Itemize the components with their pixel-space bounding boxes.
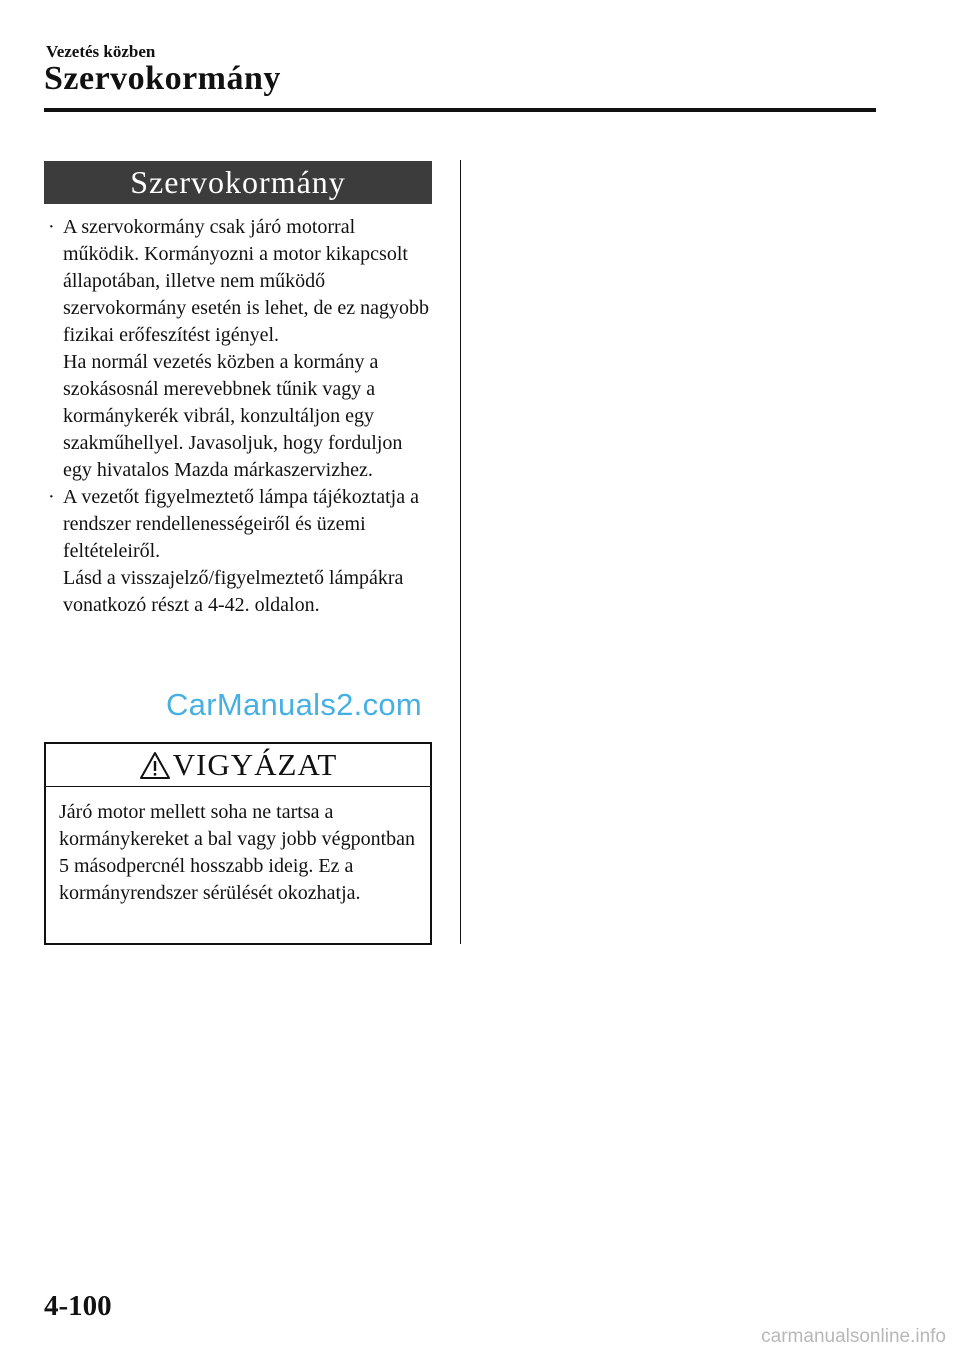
bullet-paragraph: A szervokormány csak járó motorral működik. Kormányozni a motor kikapcsolt állapotában, illetve nem működő szervokormány esetén is lehet, de ez nagyobb fizikai erőfeszítést igényel. bbox=[63, 216, 429, 346]
caution-title: VIGYÁZAT bbox=[172, 747, 338, 782]
caution-header bbox=[46, 744, 430, 787]
bullet-mark: · bbox=[48, 486, 55, 508]
bullet-list bbox=[44, 214, 432, 619]
bullet-item-power-steering bbox=[44, 214, 432, 484]
page-section-title: Szervokormány bbox=[44, 60, 281, 97]
caution-text: Járó motor mellett soha ne tartsa a kormánykereket a bal vagy jobb végpontban 5 másodpercnél hosszabb ideig. Ez a kormányrendszer sérülését okozhatja. bbox=[59, 801, 415, 904]
page-number: 4-100 bbox=[44, 1290, 112, 1322]
footer-site-link[interactable]: carmanualsonline.info bbox=[761, 1326, 946, 1347]
watermark-text: CarManuals2.com bbox=[166, 687, 423, 722]
section-banner: Szervokormány bbox=[44, 161, 432, 204]
column-divider bbox=[460, 160, 461, 944]
bullet-mark: · bbox=[48, 216, 55, 238]
bullet-item-warning-lamp bbox=[44, 484, 432, 619]
header-rule bbox=[44, 108, 876, 112]
bullet-paragraph: Lásd a visszajelző/figyelmeztető lámpákra vonatkozó részt a 4-42. oldalon. bbox=[63, 567, 404, 616]
caution-box bbox=[44, 742, 432, 945]
bullet-paragraph: A vezetőt figyelmeztető lámpa tájékoztatja a rendszer rendellenességeiről és üzemi feltételeiről. bbox=[63, 486, 419, 562]
chapter-label: Vezetés közben bbox=[46, 42, 156, 61]
warning-triangle-icon bbox=[139, 750, 171, 780]
bullet-paragraph: Ha normál vezetés közben a kormány a szokásosnál merevebbnek tűnik vagy a kormánykerék vibrál, konzultáljon egy szakműhellyel. Javasoljuk, hogy forduljon egy hivatalos Mazda márkaszervizhez. bbox=[63, 351, 403, 481]
